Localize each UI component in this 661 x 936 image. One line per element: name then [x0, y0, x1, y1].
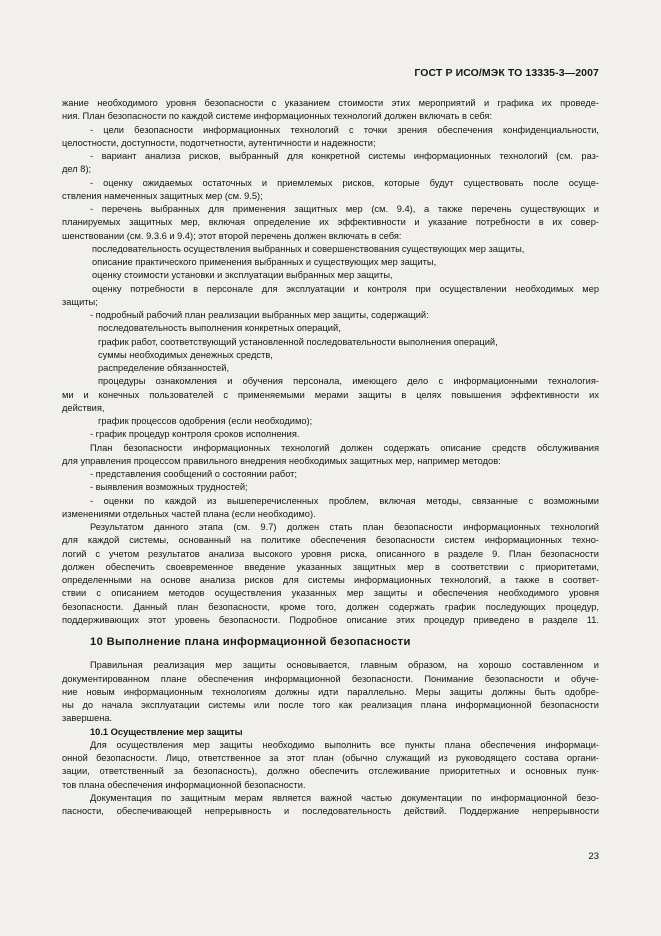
- text-line: - график процедур контроля сроков исполнения.: [90, 429, 300, 440]
- paragraph-block-plan-contents: [62, 97, 599, 627]
- paragraph-block-subsection-10-1: [62, 739, 599, 819]
- text-line: Документация по защитным мерам является важной частью документации по информационной безо-: [90, 792, 599, 803]
- text-line: график процессов одобрения (если необходимо);: [98, 416, 313, 426]
- text-line: для управления процессом правильного внедрения необходимых защитных мер, например методов:: [62, 455, 501, 466]
- section-heading: 10 Выполнение плана информационной безопасности: [90, 636, 411, 648]
- text-line: поддерживающих этот уровень безопасности. Подробное описание этих процедур приведено в разделе 11.: [62, 614, 599, 625]
- document-body: [62, 97, 599, 818]
- text-line: - оценку ожидаемых остаточных и приемлемых рисков, которые будут существовать после осуще-: [90, 177, 599, 188]
- text-line: ны до начала эксплуатации системы или после того как реализация плана информационной безопасности: [62, 700, 599, 710]
- text-line: описание практического применения выбранных и существующих мер защиты,: [92, 257, 437, 267]
- document-header: ГОСТ Р ИСО/МЭК ТО 13335-3—2007: [414, 67, 599, 79]
- text-line: зации, ответственный за безопасность), должно обеспечить отслеживание приоритетных и основных пунк-: [62, 766, 599, 777]
- text-line: - подробный рабочий план реализации выбранных мер защиты, содержащий:: [90, 310, 429, 320]
- text-line: завершена.: [62, 713, 113, 724]
- text-line: защиты;: [62, 296, 98, 307]
- text-line: - выявления возможных трудностей;: [90, 482, 248, 493]
- text-line: - представления сообщений о состоянии работ;: [90, 469, 298, 479]
- text-line: шенствовании (см. 9.3.6 и 9.4); этот второй перечень должен включать в себя:: [62, 230, 402, 241]
- text-line: дел 8);: [62, 164, 92, 175]
- text-line: определенными на основе анализа рисков для системы информационных технологий, а также в соответ-: [62, 575, 599, 585]
- text-line: график работ, соответствующий установленной последовательности выполнения операций,: [98, 336, 498, 347]
- text-line: планируемых защитных мер, включая определение их эффективности и указание потребности в их совер-: [62, 217, 599, 228]
- text-line: изменениями отдельных частей плана (если необходимо).: [62, 508, 316, 519]
- text-line: пасности, обеспечивающей непрерывность и последовательность действий. Поддержание непрерывности: [62, 806, 599, 816]
- text-line: Результатом данного этапа (см. 9.7) должен стать план безопасности информационных технологий: [90, 522, 599, 532]
- text-line: ствии с описанием методов осуществления указанных мер защиты и обеспечения необходимого уровня: [62, 588, 599, 599]
- text-line: Для осуществления мер защиты необходимо выполнить все пункты плана обеспечения информаци-: [90, 739, 599, 750]
- text-line: суммы необходимых денежных средств,: [98, 349, 273, 360]
- text-line: - оценки по каждой из вышеперечисленных проблем, включая методы, связанные с возможными: [90, 495, 599, 506]
- text-line: - вариант анализа рисков, выбранный для конкретной системы информационных технологий (см. раз-: [90, 151, 599, 161]
- text-line: должен обеспечить своевременное введение указанных защитных мер в соответствии с приоритетами,: [62, 561, 599, 572]
- page-number: 23: [588, 851, 599, 862]
- text-line: целостности, доступности, подотчетности, аутентичности и надежности;: [62, 137, 376, 148]
- text-line: логий с учетом результатов анализа высокого уровня риска, описанного в разделе 9. План безопасности: [62, 548, 599, 559]
- subsection-heading: 10.1 Осуществление мер защиты: [90, 726, 243, 737]
- text-line: для каждой системы, основанный на политике обеспечения безопасности систем информационных техно-: [62, 535, 599, 546]
- text-line: последовательность осуществления выбранных и совершенствования существующих мер защиты,: [92, 243, 525, 254]
- text-line: ми и конечных пользователей с применяемыми мерами защиты в целях повышения эффективности их: [62, 389, 599, 400]
- text-line: - перечень выбранных для применения защитных мер (см. 9.4), а также перечень существующих и: [90, 204, 599, 214]
- text-line: онной безопасности. Лицо, ответственное за этот план (обычно служащий из руководящего состава органи-: [62, 753, 599, 763]
- text-line: оценку потребности в персонале для эксплуатации и контроля при осуществлении необходимых мер: [92, 283, 599, 294]
- text-line: процедуры ознакомления и обучения персонала, имеющего дело с информационными технология-: [98, 376, 599, 387]
- text-line: Правильная реализация мер защиты основывается, главным образом, на хорошо составленном и: [90, 660, 599, 671]
- text-line: ствления намеченных защитных мер (см. 9.5);: [62, 190, 263, 201]
- text-line: распределение обязанностей,: [98, 363, 230, 373]
- text-line: оценку стоимости установки и эксплуатации выбранных мер защиты,: [92, 270, 393, 281]
- text-line: жание необходимого уровня безопасности с указанием стоимости этих мероприятий и графика их проведе-: [62, 98, 599, 108]
- text-line: действия,: [62, 402, 105, 413]
- text-line: ние новым информационным технологиям должны идти параллельно. Меры защиты должны быть одобре-: [62, 686, 599, 697]
- text-line: последовательность выполнения конкретных операций,: [98, 323, 341, 334]
- paragraph-block-section-10: [62, 659, 599, 725]
- text-line: безопасности. Данный план безопасности, кроме того, должен содержать график последующих процедур,: [62, 601, 599, 612]
- text-line: документированном плане обеспечения информационной безопасности. Понимание безопасности и обуче-: [62, 673, 599, 684]
- text-line: План безопасности информационных технологий должен содержать описание средств обслуживания: [90, 442, 599, 453]
- text-line: - цели безопасности информационных технологий с точки зрения обеспечения конфиденциальности,: [90, 124, 599, 135]
- text-line: тов плана обеспечения информационной безопасности.: [62, 779, 306, 790]
- text-line: ния. План безопасности по каждой системе информационных технологий должен включать в себя:: [62, 111, 493, 122]
